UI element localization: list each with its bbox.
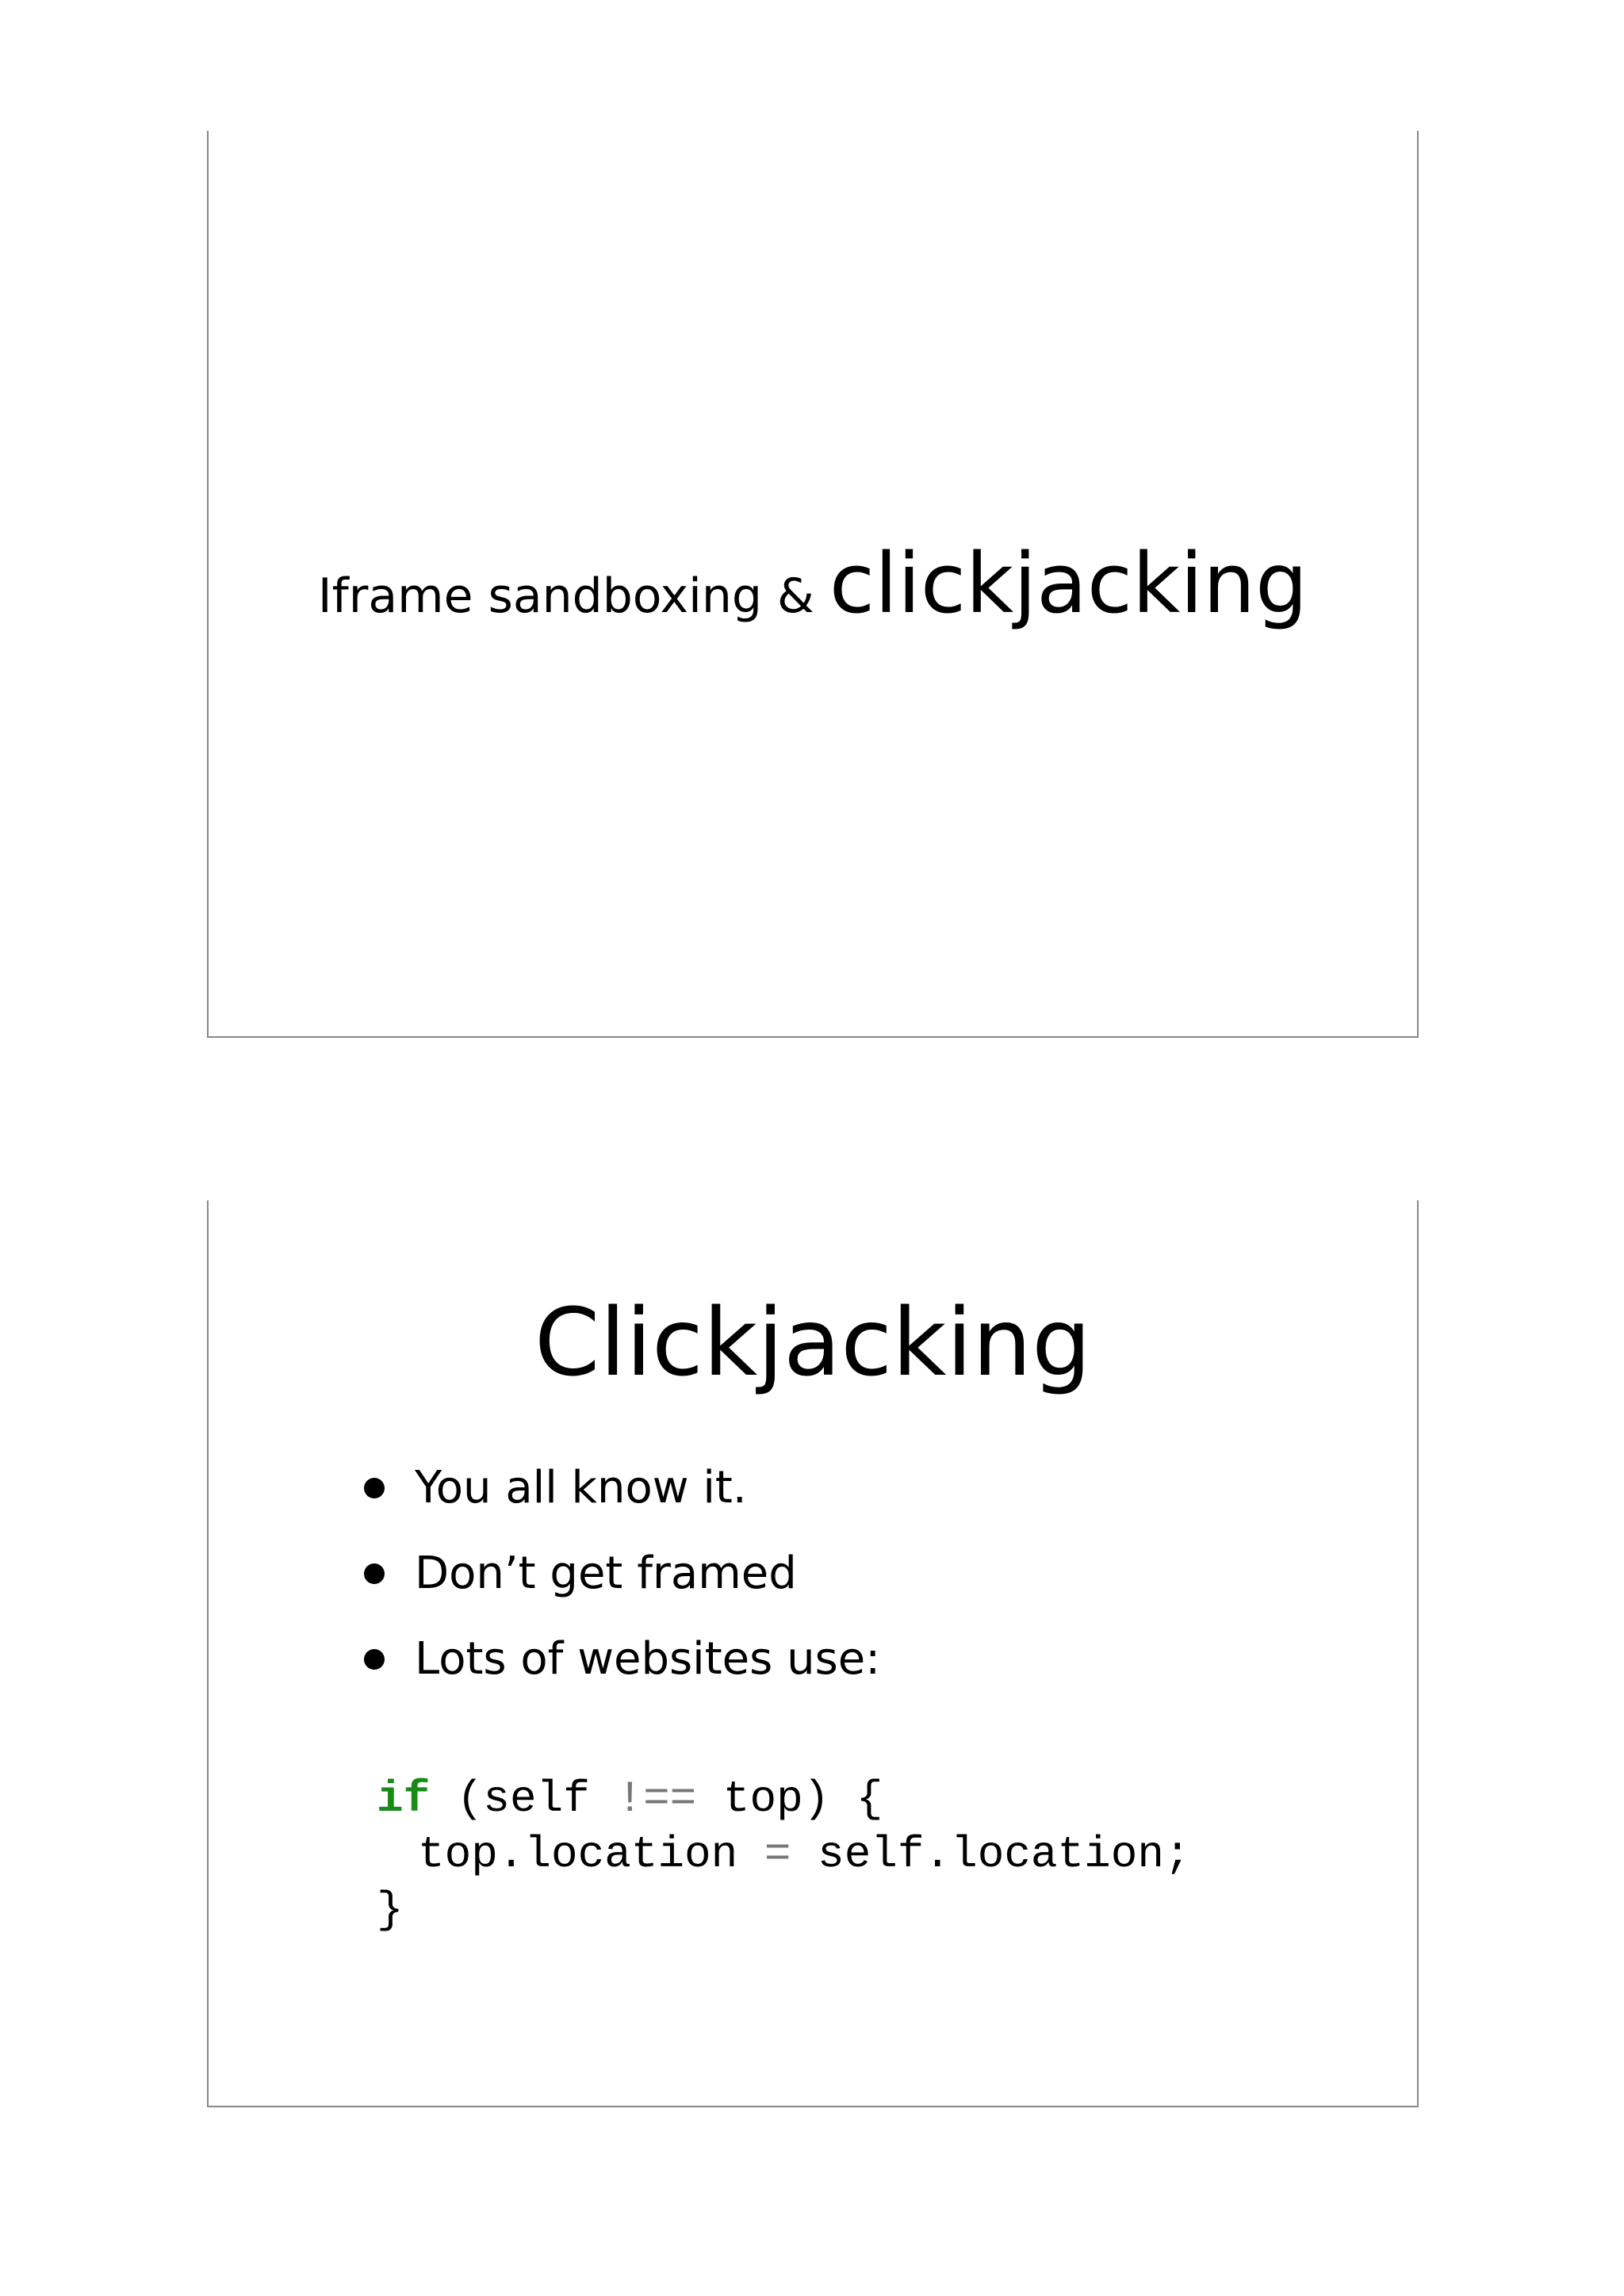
code-operator: = xyxy=(764,1829,791,1880)
bullet-item xyxy=(364,1548,880,1600)
bullet-text: Don’t get framed xyxy=(415,1548,797,1599)
slide-1 xyxy=(207,131,1419,1038)
code-text: (self xyxy=(430,1774,617,1824)
code-text: top) { xyxy=(696,1774,883,1824)
code-keyword: if xyxy=(377,1774,431,1824)
code-line-1 xyxy=(377,1771,1191,1827)
bullet-text: Lots of websites use: xyxy=(415,1633,881,1685)
bullet-dot-icon xyxy=(364,1478,385,1498)
bullet-text: You all know it. xyxy=(415,1462,747,1513)
slide-1-title xyxy=(209,535,1417,632)
code-line-2 xyxy=(377,1827,1191,1882)
code-block xyxy=(377,1771,1191,1938)
slide-1-title-main: clickjacking xyxy=(829,535,1308,632)
bullet-item xyxy=(364,1633,880,1686)
bullet-item xyxy=(364,1462,880,1514)
bullet-list xyxy=(364,1462,880,1719)
slide-1-title-prefix: Iframe sandboxing & xyxy=(317,568,829,624)
code-text: top.location xyxy=(418,1829,764,1880)
slide-2 xyxy=(207,1200,1419,2107)
bullet-dot-icon xyxy=(364,1649,385,1670)
slide-2-title: Clickjacking xyxy=(534,1288,1091,1397)
bullet-dot-icon xyxy=(364,1563,385,1584)
code-line-3: } xyxy=(377,1885,404,1935)
code-operator: !== xyxy=(616,1774,697,1824)
code-text: self.location; xyxy=(791,1829,1191,1880)
